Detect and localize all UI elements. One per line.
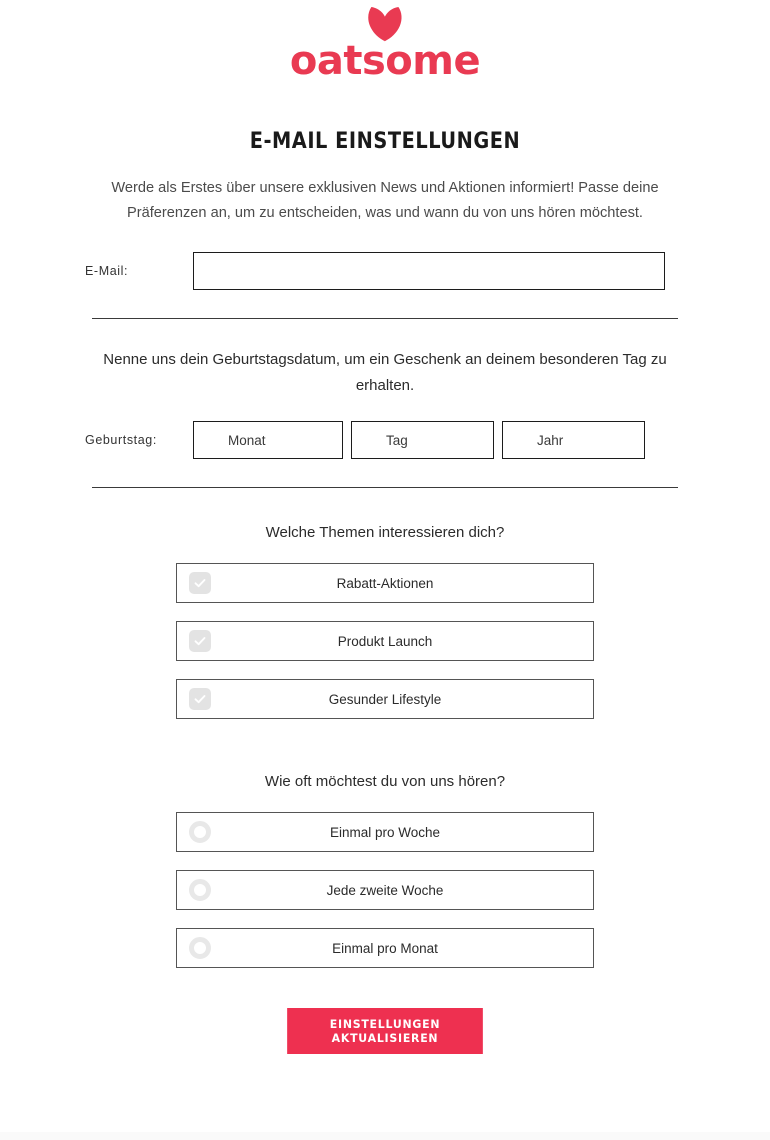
birthday-month-select[interactable] bbox=[193, 421, 343, 459]
birthday-month-value: Monat bbox=[228, 432, 266, 448]
divider-after-email bbox=[92, 318, 678, 319]
birthday-day-value: Tag bbox=[386, 432, 408, 448]
brand-logo bbox=[0, 0, 770, 84]
email-field-row bbox=[0, 252, 770, 290]
topic-option-rabatt-aktionen[interactable] bbox=[176, 563, 594, 603]
frequency-option-label: Einmal pro Woche bbox=[329, 824, 441, 840]
sprout-leaves-icon bbox=[348, 4, 422, 42]
email-input[interactable] bbox=[193, 252, 665, 290]
birthday-field-row bbox=[0, 421, 770, 459]
topic-option-label: Produkt Launch bbox=[337, 633, 433, 649]
birthday-year-select[interactable] bbox=[502, 421, 645, 459]
topic-option-label: Gesunder Lifestyle bbox=[328, 691, 442, 707]
birthday-day-select[interactable] bbox=[351, 421, 494, 459]
topic-option-gesunder-lifestyle[interactable] bbox=[176, 679, 594, 719]
email-label: E-Mail: bbox=[85, 264, 129, 278]
radio-unselected-icon[interactable] bbox=[189, 821, 211, 843]
footer-strip bbox=[0, 1132, 770, 1140]
checkbox-checked-icon[interactable] bbox=[189, 688, 211, 710]
radio-unselected-icon[interactable] bbox=[189, 937, 211, 959]
checkbox-checked-icon[interactable] bbox=[189, 572, 211, 594]
page-title: E-MAIL EINSTELLUNGEN bbox=[249, 129, 521, 154]
update-settings-button[interactable]: EINSTELLUNGEN AKTUALISIEREN bbox=[287, 1008, 483, 1054]
page-intro-text: Werde als Erstes über unsere exklusiven News und Aktionen informiert! Passe deine Präferenzen an, um zu entscheiden, was und wann du von uns hören möchtest. bbox=[111, 180, 659, 221]
topics-options bbox=[0, 563, 770, 737]
frequency-option-label: Jede zweite Woche bbox=[326, 882, 444, 898]
brand-wordmark: oatsome bbox=[289, 38, 481, 84]
frequency-question: Wie oft möchtest du von uns hören? bbox=[264, 773, 506, 790]
topics-question: Welche Themen interessieren dich? bbox=[265, 524, 505, 541]
frequency-option-einmal-pro-woche[interactable] bbox=[176, 812, 594, 852]
frequency-options bbox=[0, 812, 770, 986]
topic-option-label: Rabatt-Aktionen bbox=[336, 575, 434, 591]
radio-unselected-icon[interactable] bbox=[189, 879, 211, 901]
topic-option-produkt-launch[interactable] bbox=[176, 621, 594, 661]
birthday-label: Geburtstag: bbox=[85, 433, 157, 447]
checkbox-checked-icon[interactable] bbox=[189, 630, 211, 652]
birthday-year-value: Jahr bbox=[537, 432, 564, 448]
frequency-option-label: Einmal pro Monat bbox=[332, 940, 438, 956]
divider-after-birthday bbox=[92, 487, 678, 488]
frequency-option-jede-zweite-woche[interactable] bbox=[176, 870, 594, 910]
birthday-description: Nenne uns dein Geburtstagsdatum, um ein Geschenk an deinem besonderen Tag zu erhalten. bbox=[103, 351, 667, 394]
submit-area bbox=[0, 1008, 770, 1054]
frequency-option-einmal-pro-monat[interactable] bbox=[176, 928, 594, 968]
